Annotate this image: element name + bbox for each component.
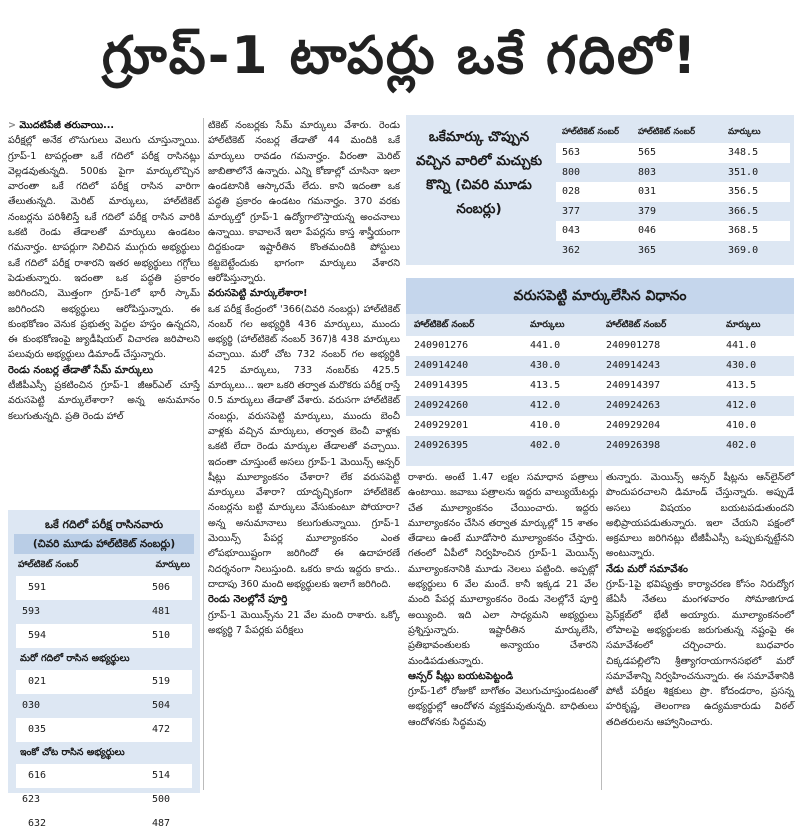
article-column-4 — [606, 470, 794, 790]
table-header — [556, 121, 790, 143]
cell: 351.0 — [728, 166, 759, 178]
kicker — [8, 118, 200, 133]
cell: 412.0 — [530, 400, 561, 411]
paragraph: గ్రూప్‌-1పై భవిష్యత్తు కార్యాచరణ కోసం నిరుద్యోగ జేఏసీ నేతలు మంగళవారం సోమాజిగూడ ప్రెస్‌క్లబ్‌లో భేటీ అయ్యారు. మూల్యాంకనంలో లోపాలపై అభ్యర్థులకు జరుగుతున్న నష్టంపై ఈ సమావేశంలో చర్చించారు. బుధవారం చిక్కడపల్లిలోని శ్రీత్యాగరాయగానసభలో మరో సమావేశాన్ని నిర్వహించనున్నారు. ఈ సమావేశానికి పోటీ పరీక్షల శిక్షకులు ప్రొ. కోదండరాం, ప్రసన్న హరికృష్ణ, తెలంగాణ ఉద్యమకారుడు విఠల్‌ తదితరులను ఆహ్వానించారు. — [606, 579, 794, 728]
cell: 028 — [562, 186, 581, 197]
cell: 240924260 — [414, 400, 469, 411]
header-hallticket-2: హాల్‌టికెట్‌ నంబర్‌ — [606, 320, 667, 330]
headline: గ్రూప్‌-1 టాపర్లు ఒకే గదిలో! — [101, 26, 699, 86]
cell: 430.0 — [726, 360, 757, 371]
table-header — [406, 314, 794, 336]
table-row — [16, 718, 192, 742]
box-title: ఒకే గదిలో పరీక్ష రాసినవారు — [44, 518, 164, 531]
header-hallticket-1: హాల్‌టికెట్‌ నంబర్‌ — [414, 320, 475, 330]
cell: 366.5 — [728, 205, 759, 217]
box-subtitle: (చివరి మూడు హాల్‌టికెట్‌ నంబర్లు) — [14, 534, 194, 554]
cell: 506 — [152, 582, 171, 593]
same-marks-table — [556, 121, 790, 260]
paragraph: టికెట్‌ నంబర్లకు సేమ్‌ మార్కులు వేశారు. రెండు హాల్‌టికెట్‌ నంబర్ల తేడాతో 44 మందికి ఒకే మార్కులు రావడం గమనార్హం. వీరంతా మెరిట్‌ జాబితాలోనే ఉన్నారు. ఎన్ని కోణాల్లో చూసినా ఇలా ఉండటానికి ఆస్కారమే లేదు. కాని ఇదంతా ఒక పద్ధతి ప్రకారం ఉండటం గమనార్హం. 370 వరకు మార్కుల్తో గ్రూప్‌-1 ఉద్యోగాలొస్తాయన్న అంచనాలు ఉన్నాయి. కావాలనే ఇలా పేపర్లను కాస్త శాస్త్రీయంగా దిద్దకుండా ఇష్టారీతిన కొంతమందికి పోస్టులు కట్టబెట్టేందుకు భాగంగా మార్కులు వేశారని ఆరోపిస్తున్నారు. — [208, 120, 400, 284]
cell: 412.0 — [726, 400, 757, 411]
same-marks-box — [406, 115, 794, 265]
cell: 365 — [638, 244, 657, 256]
cell: 472 — [152, 724, 171, 735]
cell: 021 — [28, 676, 47, 687]
cell: 594 — [28, 630, 47, 641]
table-row — [406, 336, 794, 356]
cell: 030 — [22, 700, 41, 711]
cell: 369.0 — [728, 244, 759, 256]
table-row — [556, 143, 790, 163]
cell: 510 — [152, 630, 171, 641]
table-header — [8, 554, 200, 576]
cell: 441.0 — [726, 340, 757, 351]
cell: 348.5 — [728, 147, 759, 158]
header-hallticket-2: హాల్‌టికెట్‌ నంబర్‌ — [638, 127, 696, 137]
header-marks-1: మార్కులు — [530, 320, 565, 330]
article-column-1 — [8, 118, 200, 508]
paragraph: గ్రూప్‌-1 మెయిన్స్‌ను 21 వేల మంది రాశారు. ఒక్కో అభ్యర్థి 7 పేపర్లకు పరీక్షలు — [208, 609, 400, 636]
paragraph: రాశారు. అంటే 1.47 లక్షల సమాధాన పత్రాలు ఉంటాయి. జవాబు పత్రాలను ఇద్దరు వాల్యుయేటర్లు చేత మూల్యాంకనం చేయించారు. ఇద్దరు మూల్యాంకనం చేసిన తర్వాత మార్కుల్లో 15 శాతం తేడాలు ఉంటే మూడోసారి మూల్యాంకనం చేస్తారు. గతంలో ఏపీలో నిర్వహించిన గ్రూప్‌-1 మెయిన్స్‌ మూల్యాంకనానికి మూడు నెలలు పట్టింది. అప్పట్లో అభ్యర్థులు 6 వేల మందే. కానీ ఇక్కడ 21 వేల మంది పేపర్ల మూల్యాంకనం రెండు నెలల్లోనే పూర్తి అయ్యింది. ఇది ఎలా సాధ్యమని అభ్యర్థులు ప్రశ్నిస్తున్నారు. ఇష్టారీతిన మార్కులేసి, ప్రతిభావంతులకు అన్యాయం చేశారని మండిపడుతున్నారు. — [408, 472, 598, 667]
cell: 632 — [28, 818, 47, 829]
table-row — [406, 416, 794, 436]
paragraph: గ్రూప్‌-1లో రోజుకో బాగోతం వెలుగుచూస్తుండటంతో అభ్యర్థుల్లో ఆందోళన వ్యక్తమవుతున్నది. బాధితులు ఆందోళనకు సిద్ధమవు — [408, 686, 598, 728]
cell: 591 — [28, 582, 47, 593]
cell: 240901278 — [606, 340, 661, 351]
header-marks: మార్కులు — [728, 127, 761, 137]
table-row — [556, 182, 790, 202]
cell: 410.0 — [726, 420, 757, 431]
same-room-box — [8, 510, 200, 829]
column-divider — [601, 470, 602, 790]
cell: 240914243 — [606, 360, 661, 371]
header-hallticket-1: హాల్‌టికెట్‌ నంబర్‌ — [562, 127, 620, 137]
cell: 563 — [562, 147, 581, 158]
cell: 430.0 — [530, 360, 561, 371]
header-hallticket: హాల్‌టికెట్‌ నంబర్‌ — [18, 560, 79, 570]
cell: 240914397 — [606, 380, 661, 391]
cell: 240929201 — [414, 420, 469, 431]
cell: 031 — [638, 186, 657, 197]
header-marks: మార్కులు — [155, 560, 190, 570]
table-row — [406, 376, 794, 396]
cell: 800 — [562, 166, 581, 178]
cell: 481 — [152, 606, 171, 617]
table-row — [16, 670, 192, 694]
cell: 413.5 — [726, 380, 757, 391]
paragraph: టీజీపీఎస్సీ ప్రకటించిన గ్రూప్‌-1 జీఆర్‌ఎల్‌ చూస్తే వరుసపెట్టి మార్కులేశారా? అన్న అనుమానం కలుగుతున్నది. ప్రతి రెండు హాల్‌ — [8, 380, 200, 422]
cell: 043 — [562, 225, 581, 236]
sequential-marks-box — [406, 278, 794, 466]
subheading: ఆన్సర్‌ షీట్లు బయటపెట్టండి — [408, 670, 514, 682]
table-row — [556, 221, 790, 241]
cell: 035 — [28, 724, 47, 735]
cell: 356.5 — [728, 186, 759, 197]
cell: 240914395 — [414, 380, 469, 391]
cell: 240926398 — [606, 440, 661, 451]
cell: 441.0 — [530, 340, 561, 351]
cell: 362 — [562, 244, 581, 256]
group-label: మరో గదిలో రాసిన అభ్యర్థులు — [20, 653, 130, 664]
paragraph: పరీక్షల్లో అనేక లొసుగులు వెలుగు చూస్తున్నాయి. గ్రూప్‌-1 టాపర్లంతా ఒకే గదిలో పరీక్ష రాసినట్లు వెల్లడవుతున్నది. 500కు పైగా మార్కులొచ్చిన వారంతా ఒకే గదిలో పరీక్ష రాసిన వారిగా తేలుతున్నది. మెరిట్‌ మార్కులు, హాల్‌టికెట్‌ నంబర్లను పరిశీలిస్తే ఒకే గదిలో పరీక్ష రాసిన వారికి ఒకటి రెండు తేడాలతో మార్కులు ఉండటం గమనార్హం. టాపర్లుగా నిలిచిన ముగ్గురు అభ్యర్థులు ఒకే గదిలో పరీక్ష రాశారని ఇతర అభ్యర్థులు గగ్గోలు పెడుతున్నారు. ఇదంతా ఒక పద్ధతి ప్రకారం జరిగిందని, మొత్తంగా గ్రూప్‌-1లో భారీ స్కామ్‌ జరిగిందని అభ్యర్థులు ఆరోపిస్తున్నారు. ఈ కుంభకోణం వెనుక ప్రభుత్వ పెద్దల హస్తం ఉన్నదని, ఈ కుంభకోణంపై జ్యుడీషియల్‌ విచారణ జరిపాలని పలువురు అభ్యర్థులు డిమాండ్‌ చేస్తున్నారు. — [8, 135, 200, 361]
paragraph: తున్నారు. మెయిన్స్‌ ఆన్సర్‌ షీట్లను ఆన్‌లైన్‌లో పొందుపరచాలని డిమాండ్‌ చేస్తున్నారు. అప్పుడే అసలు విషయం బయటపడుతుందని అభిప్రాయపడుతున్నారు. ఇలా చేయని పక్షంలో అక్రమాలు జరిగినట్లు టీజీపీఎస్సీ ఒప్పుకున్నట్టేనని అంటున్నారు. — [606, 472, 794, 560]
table-row — [16, 576, 192, 600]
cell: 046 — [638, 225, 657, 236]
cell: 623 — [22, 794, 41, 805]
subheading: వరుసపెట్టి మార్కులేశారా! — [208, 288, 308, 300]
box-title: వరుసపెట్టి మార్కులేసిన విధానం — [406, 278, 794, 314]
subheading: రెండు నంబర్ల తేడాతో సేమ్‌ మార్కులు — [8, 364, 153, 376]
box-title: ఒకేమార్కు చొప్పున వచ్చిన వారిలో మచ్చుకు కొన్ని (చివరి మూడు నంబర్లు) — [415, 129, 543, 217]
table-row — [8, 600, 200, 624]
cell: 240901276 — [414, 340, 469, 351]
subheading: రెండు నెలల్లోనే పూర్తి — [208, 594, 288, 606]
arrow-icon: > — [8, 120, 17, 131]
table-row — [556, 163, 790, 183]
table-row — [406, 356, 794, 376]
cell: 410.0 — [530, 420, 561, 431]
cell: 240914240 — [414, 360, 469, 371]
cell: 500 — [152, 794, 171, 805]
cell: 565 — [638, 147, 657, 158]
table-row — [8, 694, 200, 718]
article-column-3 — [408, 470, 598, 790]
column-divider — [203, 118, 204, 790]
article-column-2 — [208, 118, 400, 790]
cell: 616 — [28, 770, 47, 781]
cell: 240929204 — [606, 420, 661, 431]
cell: 368.5 — [728, 225, 759, 236]
table-row — [406, 396, 794, 416]
table-row — [16, 764, 192, 788]
table-row — [406, 436, 794, 456]
subheading: నేడు మరో సమావేశం — [606, 563, 688, 575]
cell: 803 — [638, 166, 657, 178]
cell: 377 — [562, 205, 581, 217]
cell: 402.0 — [726, 440, 757, 451]
group-label: ఇంకో చోట రాసిన అభ్యర్థులు — [20, 747, 125, 758]
cell: 240926395 — [414, 440, 469, 451]
paragraph: ఒక పరీక్ష కేంద్రంలో '366(చివరి నంబర్లు) హాల్‌టికెట్‌ నంబర్‌ గల అభ్యర్థికి 436 మార్కులు, ముందు అభ్యర్థి (హాల్‌టికెట్‌ నంబర్‌ 367)కి 438 మార్కులు వచ్చాయి. మరో చోట 732 నంబర్‌ గల అభ్యర్థికి 425 మార్కులు, 733 నంబర్‌కు 425.5 మార్కులు... ఇలా ఒకరి తర్వాత మరొకరు పరీక్ష రాస్తే 0.5 మార్కులు తేడాతో వేశారు. వరుసగా హాల్‌టికెట్‌ నంబర్లు, వరుసపెట్టి మార్కులు, ముందు బెంచీ వాళ్లకు వచ్చిన మార్కులు, తర్వాత బెంచీ వాళ్లకు ఒకటి లేదా రెండు మార్కుల తేడాలతో వచ్చాయి. ఇదంతా చూస్తుంటే అసలు గ్రూప్‌-1 మెయిన్స్‌ ఆన్సర్‌ షీట్లు మూల్యాంకనం చేశారా? లేక వరుసపెట్టి మార్కులు వేశారా? యాదృచ్ఛికంగా హాల్‌టికెట్‌ నంబర్లను బట్టి మార్కులు వేసుకుంటూ పోయారా? అన్న అనుమానాలు కలుగుతున్నాయి. గ్రూప్‌-1 మెయిన్స్‌ పేపర్ల మూల్యాంకనం ఎంత లోపభూయిష్టంగా జరిగిందో ఈ ఉదాహరణే నిదర్శనంగా నిలుస్తుంది. ఒకరు కాదు ఇద్దరు కాదు.. దాదాపు 360 మంది అభ్యర్థులకు ఇలాగే జరిగింది. — [208, 303, 400, 590]
table-row — [16, 624, 192, 648]
cell: 519 — [152, 676, 171, 687]
cell: 514 — [152, 770, 171, 781]
kicker-text: మొదటిపేజీ తరువాయి... — [19, 120, 115, 131]
table-row — [556, 241, 790, 261]
cell: 379 — [638, 205, 657, 217]
header-marks-2: మార్కులు — [726, 320, 761, 330]
cell: 240924263 — [606, 400, 661, 411]
cell: 593 — [22, 606, 41, 617]
cell: 413.5 — [530, 380, 561, 391]
cell: 402.0 — [530, 440, 561, 451]
cell: 504 — [152, 700, 171, 711]
table-row — [16, 812, 192, 836]
table-row — [556, 202, 790, 222]
table-row — [8, 788, 200, 812]
cell: 487 — [152, 818, 171, 829]
